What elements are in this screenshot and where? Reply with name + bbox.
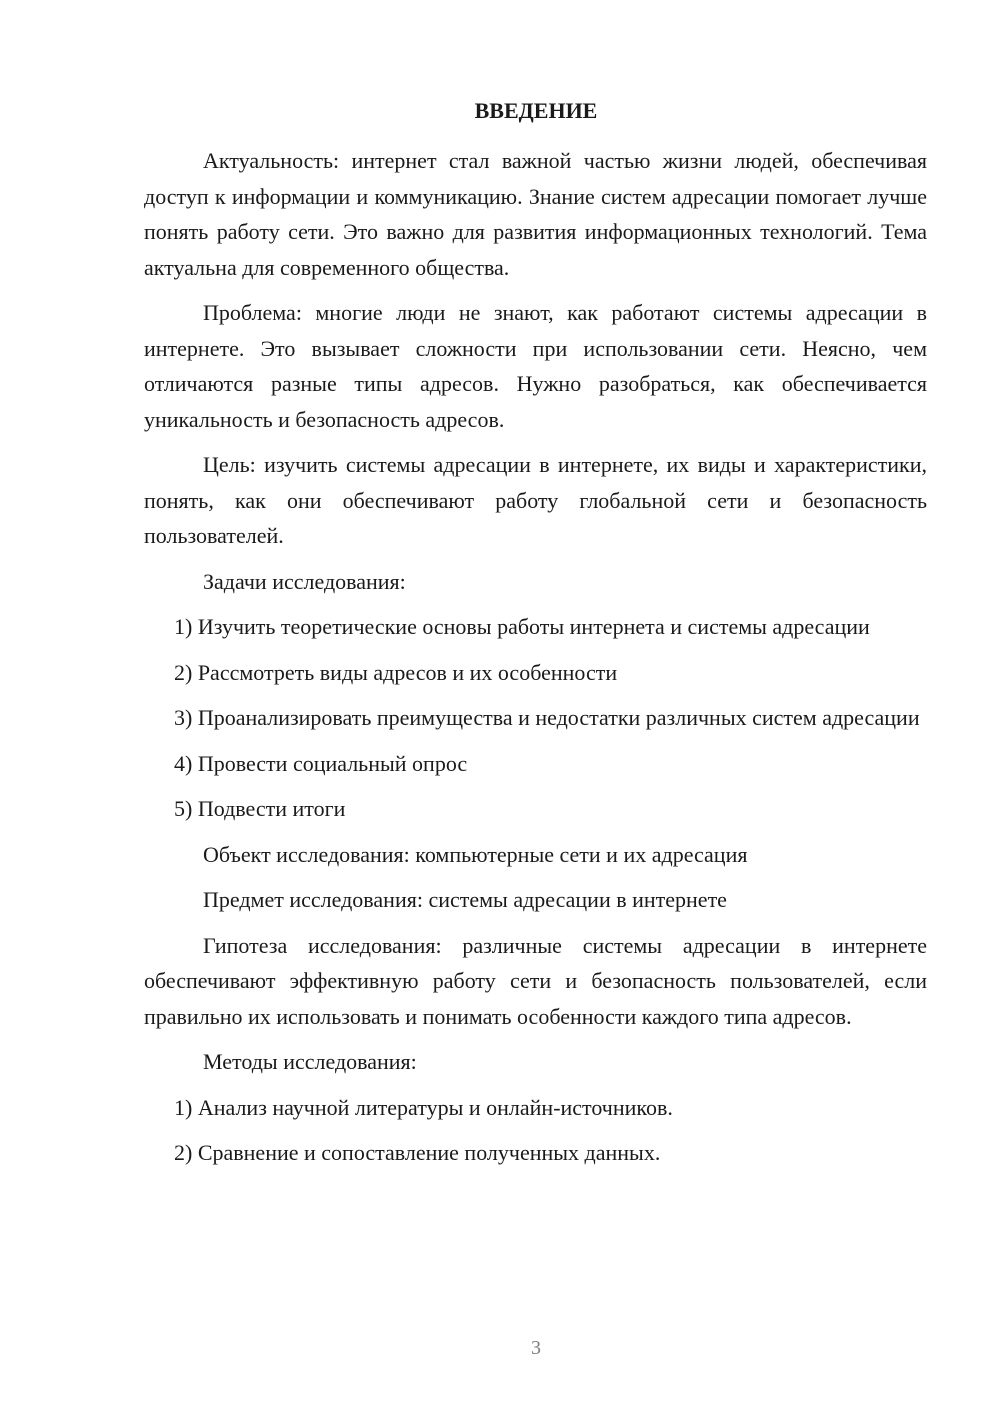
method-item: 2) Сравнение и сопоставление полученных данных. — [174, 1140, 661, 1165]
paragraph-goal: Цель: изучить системы адресации в интернете, их виды и характеристики, понять, как они обеспечивают работу глобальной сети и безопасность пользователей. — [144, 452, 927, 548]
section-heading: ВВЕДЕНИЕ — [474, 98, 598, 123]
task-item: 5) Подвести итоги — [174, 796, 346, 821]
task-item: 2) Рассмотреть виды адресов и их особенности — [174, 659, 618, 685]
paragraph-problem: Проблема: многие люди не знают, как работают системы адресации в интернете. Это вызывает сложности при использовании сети. Неясно, чем отличаются разные типы адресов. Нужно разобраться, как обеспечивается уникальность и безопасность адресов. — [144, 300, 927, 432]
paragraph-object: Объект исследования: компьютерные сети и их адресация — [203, 841, 748, 867]
task-item: 1) Изучить теоретические основы работы интернета и системы адресации — [174, 614, 870, 639]
paragraph-subject: Предмет исследования: системы адресации в интернете — [203, 887, 727, 912]
methods-heading: Методы исследования: — [203, 1049, 417, 1074]
method-item: 1) Анализ научной литературы и онлайн-источников. — [174, 1094, 673, 1120]
document-body — [144, 143, 927, 1181]
task-item: 3) Проанализировать преимущества и недостатки различных систем адресации — [174, 705, 920, 730]
tasks-heading: Задачи исследования: — [203, 568, 406, 594]
task-item: 4) Провести социальный опрос — [174, 750, 468, 776]
page-number: 3 — [531, 1337, 541, 1359]
paragraph-hypothesis: Гипотеза исследования: различные системы адресации в интернете обеспечивают эффективную работу сети и безопасность пользователей, если правильно их использовать и понимать особенности каждого типа адресов. — [144, 932, 927, 1029]
paragraph-relevance: Актуальность: интернет стал важной частью жизни людей, обеспечивая доступ к информации и коммуникацию. Знание систем адресации помогает лучше понять работу сети. Это важно для развития информационных технологий. Тема актуальна для современного общества. — [144, 148, 927, 280]
